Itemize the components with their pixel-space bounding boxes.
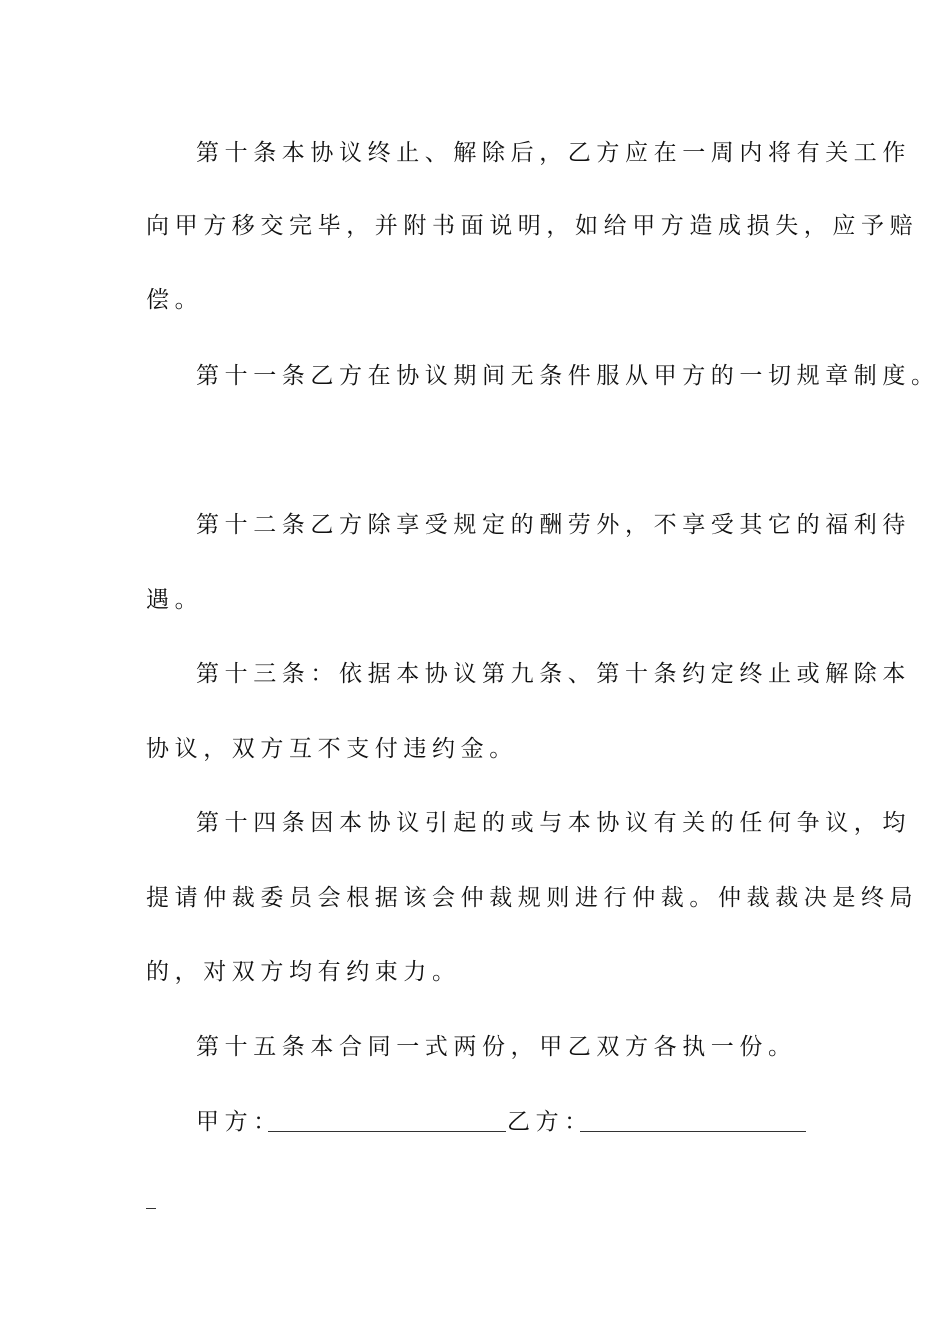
clause-11-line-1: 第十一条乙方在协议期间无条件服从甲方的一切规章制度。 xyxy=(196,363,940,389)
clause-13-line-2: 协议，双方互不支付违约金。 xyxy=(146,736,518,762)
continuation-dash xyxy=(146,1208,156,1209)
party-a-label: 甲方： xyxy=(196,1109,282,1135)
party-b-signature-line xyxy=(580,1131,806,1132)
clause-10-line-1: 第十条本协议终止、解除后，乙方应在一周内将有关工作 xyxy=(196,140,911,166)
clause-12-line-2: 遇。 xyxy=(146,587,204,613)
clause-14-line-1: 第十四条因本协议引起的或与本协议有关的任何争议，均 xyxy=(196,810,911,836)
party-a-signature-line xyxy=(268,1131,506,1132)
clause-14-line-3: 的，对双方均有约束力。 xyxy=(146,959,461,985)
party-b-label: 乙方： xyxy=(507,1109,593,1135)
clause-14-line-2: 提请仲裁委员会根据该会仲裁规则进行仲裁。仲裁裁决是终局 xyxy=(146,885,919,911)
clause-10-line-2: 向甲方移交完毕，并附书面说明，如给甲方造成损失，应予赔 xyxy=(146,213,919,239)
clause-10-line-3: 偿。 xyxy=(146,287,204,313)
clause-15-line-1: 第十五条本合同一式两份，甲乙双方各执一份。 xyxy=(196,1034,797,1060)
clause-12-line-1: 第十二条乙方除享受规定的酬劳外，不享受其它的福利待 xyxy=(196,512,911,538)
clause-13-line-1: 第十三条：依据本协议第九条、第十条约定终止或解除本 xyxy=(196,661,911,687)
